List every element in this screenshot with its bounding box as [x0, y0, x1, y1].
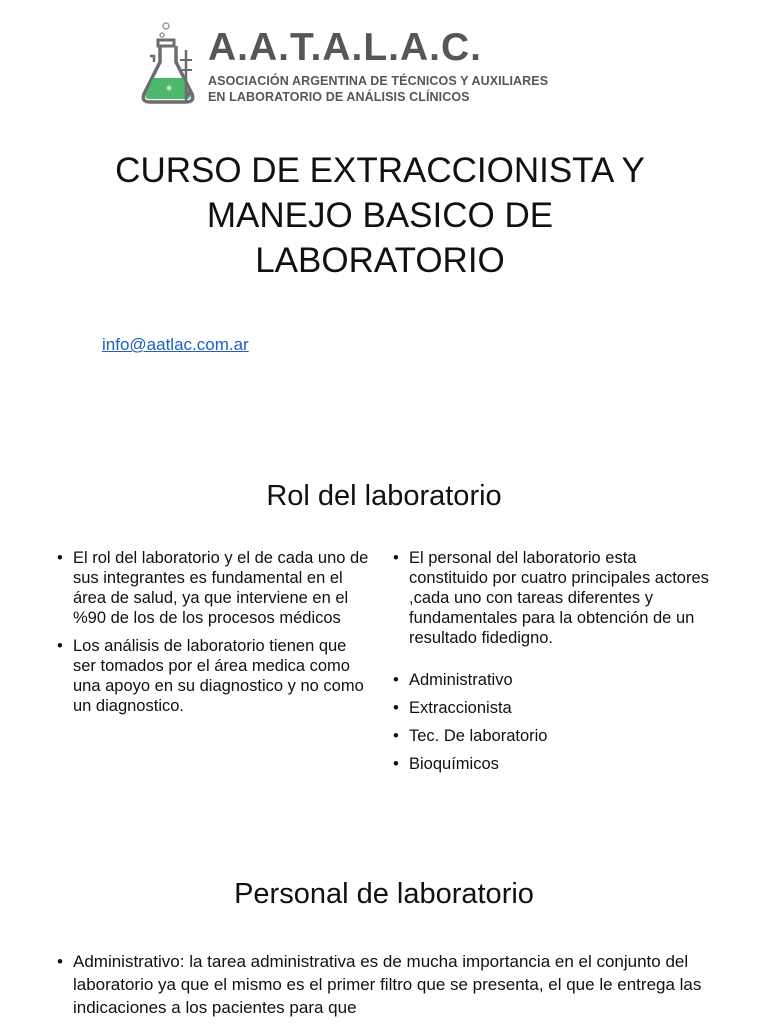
personal-heading: Personal de laboratorio	[234, 878, 534, 910]
course-title	[60, 148, 700, 283]
role-item-administrativo: • Administrativo	[392, 670, 712, 690]
logo-subtitle-line1: ASOCIACIÓN ARGENTINA DE TÉCNICOS Y AUXILIARES	[208, 74, 549, 88]
course-title-line2: MANEJO BASICO DE	[206, 196, 554, 235]
email-link[interactable]: info@aatlac.com.ar	[102, 335, 249, 354]
role-item-tecnico: • Tec. De laboratorio	[392, 726, 712, 746]
rol-heading: Rol del laboratorio	[266, 480, 502, 512]
role-item-extraccionista: • Extraccionista	[392, 698, 712, 718]
aatalac-logo	[136, 20, 576, 110]
logo-wordmark: A.A.T.A.L.A.C.	[208, 26, 482, 69]
rol-right-column	[392, 548, 712, 782]
rol-left-bullet-2: • Los análisis de laboratorio tienen que ser tomados por el área medica como una apoyo en su diagnostico y no como un diagnostico.	[56, 636, 372, 716]
rol-right-intro: • El personal del laboratorio esta constituido por cuatro principales actores ,cada uno con tareas diferentes y fundamentales para la obtención de un resultado fidedigno.	[392, 548, 712, 648]
rol-left-column	[56, 548, 372, 724]
rol-left-bullet-1: • El rol del laboratorio y el de cada uno de sus integrantes es fundamental en el área de salud, ya que interviene en el %90 de los de los procesos médicos	[56, 548, 372, 628]
course-title-line3: LABORATORIO	[255, 241, 505, 280]
course-title-line1: CURSO DE EXTRACCIONISTA Y	[115, 151, 645, 190]
personal-bullet-administrativo: • Administrativo: la tarea administrativa es de mucha importancia en el conjunto del laboratorio ya que el mismo es el primer filtro que se presenta, el que le entrega las indicaciones a los pacientes para que	[56, 950, 716, 1019]
flask-icon	[136, 20, 206, 108]
role-item-bioquimicos: • Bioquímicos	[392, 754, 712, 774]
logo-subtitle-line2: EN LABORATORIO DE ANÁLISIS CLÍNICOS	[208, 90, 470, 104]
personal-body	[56, 950, 716, 1024]
